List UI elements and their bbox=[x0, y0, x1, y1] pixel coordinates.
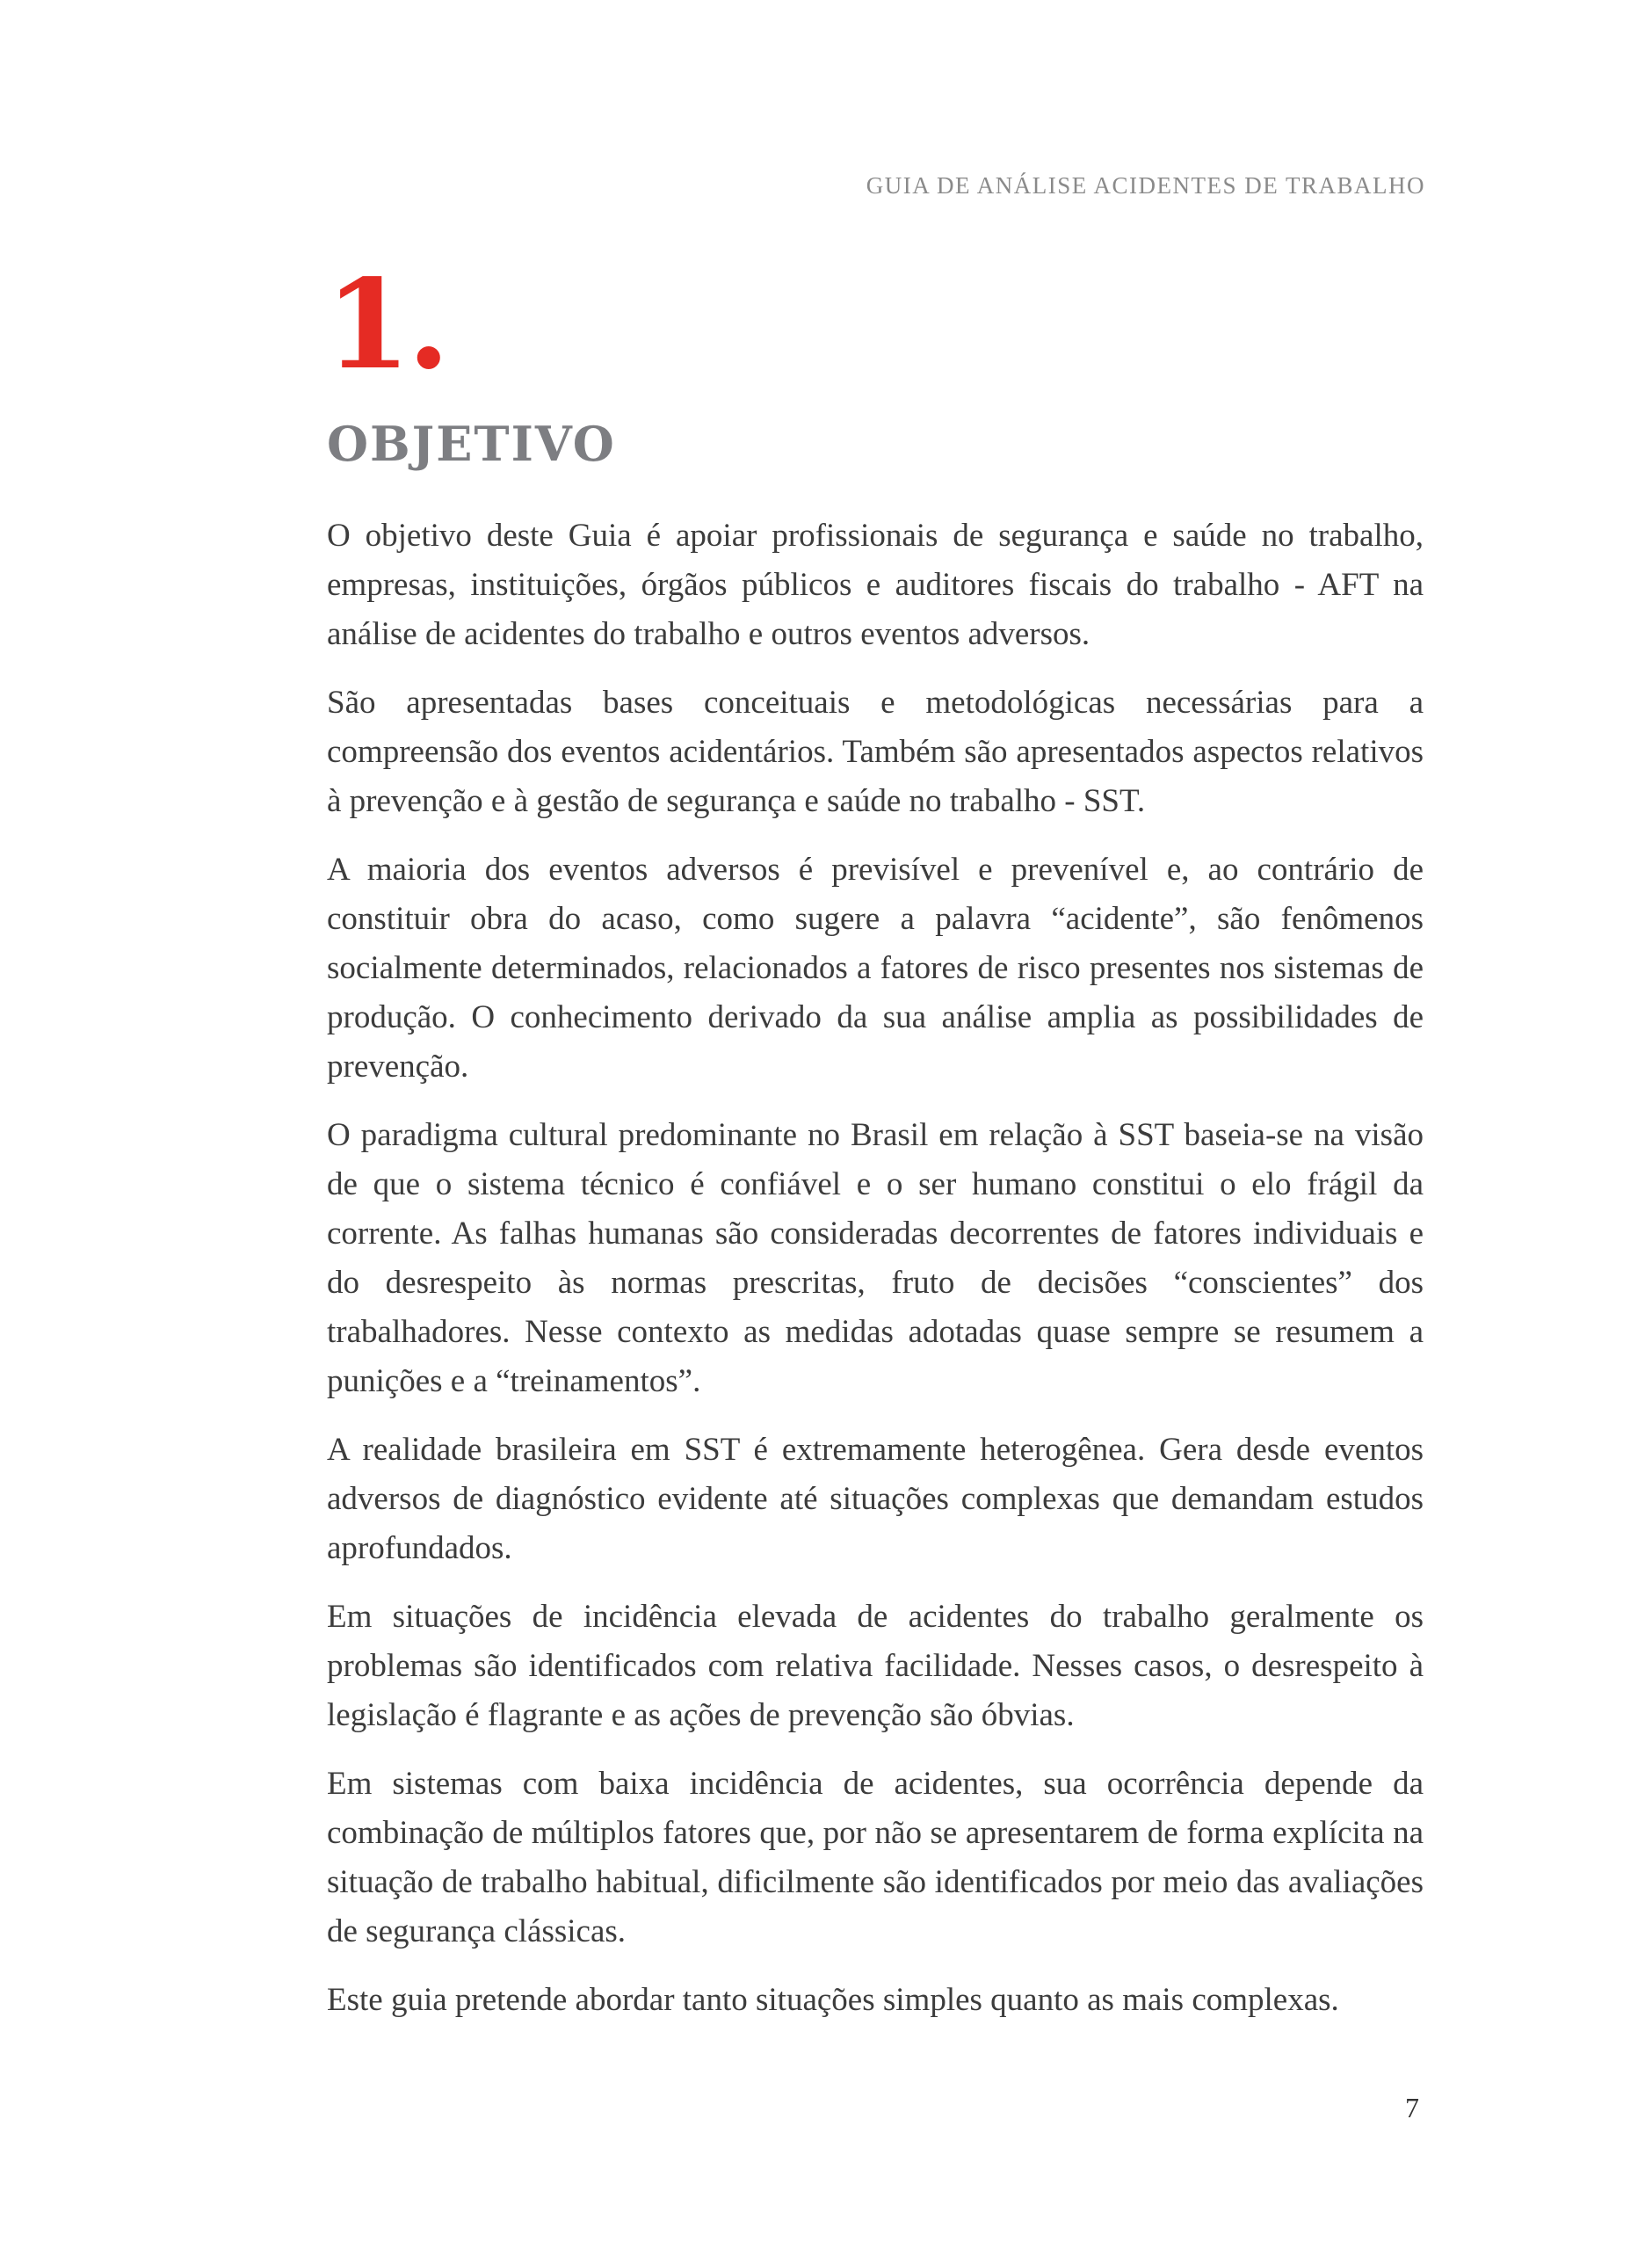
paragraph: A realidade brasileira em SST é extremamente heterogênea. Gera desde eventos adversos de diagnóstico evidente até situações complexas que demandam estudos aprofundados. bbox=[327, 1432, 1424, 1566]
paragraph: A maioria dos eventos adversos é previsível e prevenível e, ao contrário de constituir obra do acaso, como sugere a palavra “acidente”, são fenômenos socialmente determinados, relacionados a fatores de risco presentes nos sistemas de produção. O conhecimento derivado da sua análise amplia as possibilidades de prevenção. bbox=[327, 852, 1424, 1085]
page-number: 7 bbox=[1405, 2092, 1419, 2123]
chapter-number: 1. bbox=[325, 253, 447, 397]
chapter-title: OBJETIVO bbox=[327, 416, 616, 472]
paragraph: Este guia pretende abordar tanto situações simples quanto as mais complexas. bbox=[327, 1982, 1339, 2018]
paragraph: O paradigma cultural predominante no Brasil em relação à SST baseia-se na visão de que o sistema técnico é confiável e o ser humano constitui o elo frágil da corrente. As falhas humanas são consideradas decorrentes de fatores individuais e do desrespeito às normas prescritas, fruto de decisões “conscientes” dos trabalhadores. Nesse contexto as medidas adotadas quase sempre se resumem a punições e a “treinamentos”. bbox=[327, 1117, 1424, 1399]
paragraph: Em sistemas com baixa incidência de acidentes, sua ocorrência depende da combinação de múltiplos fatores que, por não se apresentarem de forma explícita na situação de trabalho habitual, dificilmente são identificados por meio das avaliações de segurança clássicas. bbox=[327, 1766, 1424, 1949]
paragraph: São apresentadas bases conceituais e metodológicas necessárias para a compreensão dos eventos acidentários. Também são apresentados aspectos relativos à prevenção e à gestão de segurança e saúde no trabalho - SST. bbox=[327, 685, 1424, 819]
paragraph: Em situações de incidência elevada de acidentes do trabalho geralmente os problemas são identificados com relativa facilidade. Nesses casos, o desrespeito à legislação é flagrante e as ações de prevenção são óbvias. bbox=[327, 1599, 1424, 1733]
paragraph: O objetivo deste Guia é apoiar profissionais de segurança e saúde no trabalho, empresas, instituições, órgãos públicos e auditores fiscais do trabalho - AFT na análise de acidentes do trabalho e outros eventos adversos. bbox=[327, 518, 1424, 652]
running-header: GUIA DE ANÁLISE ACIDENTES DE TRABALHO bbox=[866, 172, 1425, 199]
chapter-body bbox=[327, 512, 1424, 2044]
